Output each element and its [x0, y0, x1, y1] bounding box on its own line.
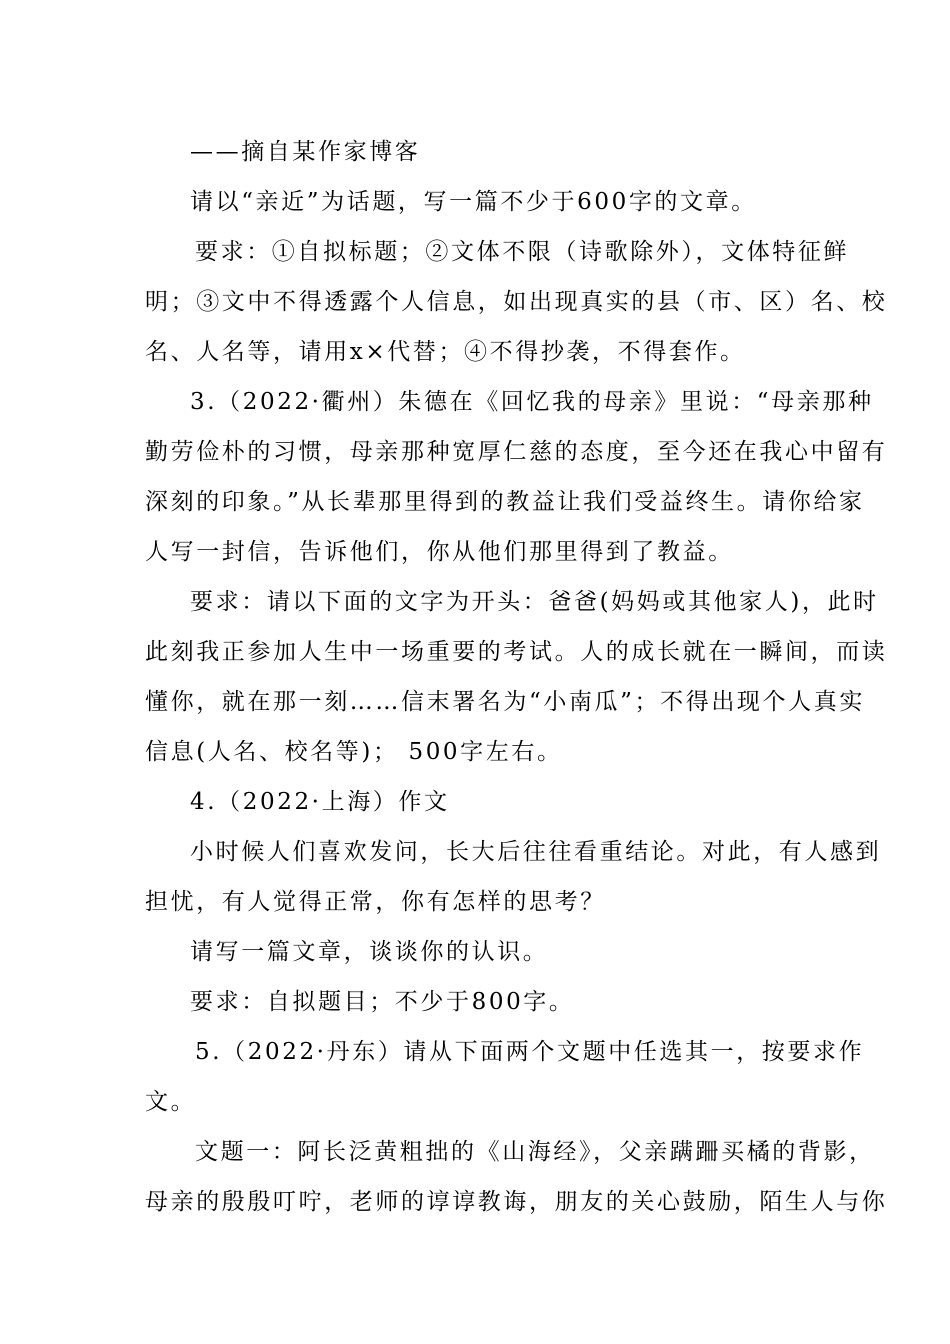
source-attribution: ——摘自某作家博客 [190, 139, 421, 165]
prompt-5-line-2: 文。 [145, 1089, 197, 1115]
prompt-3-requirements-line-4: 信息(人名、校名等)； 500字左右。 [145, 739, 563, 765]
prompt-3-requirements-line-3: 懂你，就在那一刻……信末署名为“小南瓜”；不得出现个人真实 [145, 689, 865, 715]
prompt-4-requirements: 要求：自拟题目；不少于800字。 [190, 989, 575, 1015]
prompt-4-line-1: 小时候人们喜欢发问，长大后往往看重结论。对此，有人感到 [190, 839, 882, 865]
prompt-3-requirements-line-1: 要求：请以下面的文字为开头：爸爸(妈妈或其他家人)，此时 [190, 589, 879, 615]
prompt-2-requirements-line-3: 名、人名等，请用x×代替；④不得抄袭，不得套作。 [145, 339, 746, 365]
prompt-3-requirements-line-2: 此刻我正参加人生中一场重要的考试。人的成长就在一瞬间，而读 [145, 639, 888, 665]
prompt-5-line-1: 5.（2022·丹东）请从下面两个文题中任选其一，按要求作 [195, 1039, 865, 1065]
prompt-5-topic-1-line-1: 文题一：阿长泛黄粗拙的《山海经》，父亲蹒跚买橘的背影， [195, 1139, 875, 1165]
prompt-2-instruction: 请以“亲近”为话题，写一篇不少于600字的文章。 [190, 189, 757, 215]
prompt-3-line-1: 3.（2022·衢州）朱德在《回忆我的母亲》里说：“母亲那种 [190, 389, 874, 415]
prompt-4-instruction: 请写一篇文章，谈谈你的认识。 [190, 939, 549, 965]
prompt-4-heading: 4.（2022·上海）作文 [190, 789, 450, 815]
prompt-3-line-4: 人写一封信，告诉他们，你从他们那里得到了教益。 [145, 539, 734, 565]
prompt-4-line-2: 担忧，有人觉得正常，你有怎样的思考？ [145, 889, 606, 915]
prompt-3-line-2: 勤劳俭朴的习惯，母亲那种宽厚仁慈的态度，至今还在我心中留有 [145, 439, 888, 465]
prompt-3-line-3: 深刻的印象。”从长辈那里得到的教益让我们受益终生。请你给家 [145, 489, 865, 515]
prompt-5-topic-1-line-2: 母亲的殷殷叮咛，老师的谆谆教诲，朋友的关心鼓励，陌生人与你 [145, 1189, 888, 1215]
prompt-2-requirements-line-1: 要求：①自拟标题；②文体不限（诗歌除外），文体特征鲜 [195, 239, 850, 265]
prompt-2-requirements-line-2: 明；③文中不得透露个人信息，如出现真实的县（市、区）名、校 [145, 289, 888, 315]
